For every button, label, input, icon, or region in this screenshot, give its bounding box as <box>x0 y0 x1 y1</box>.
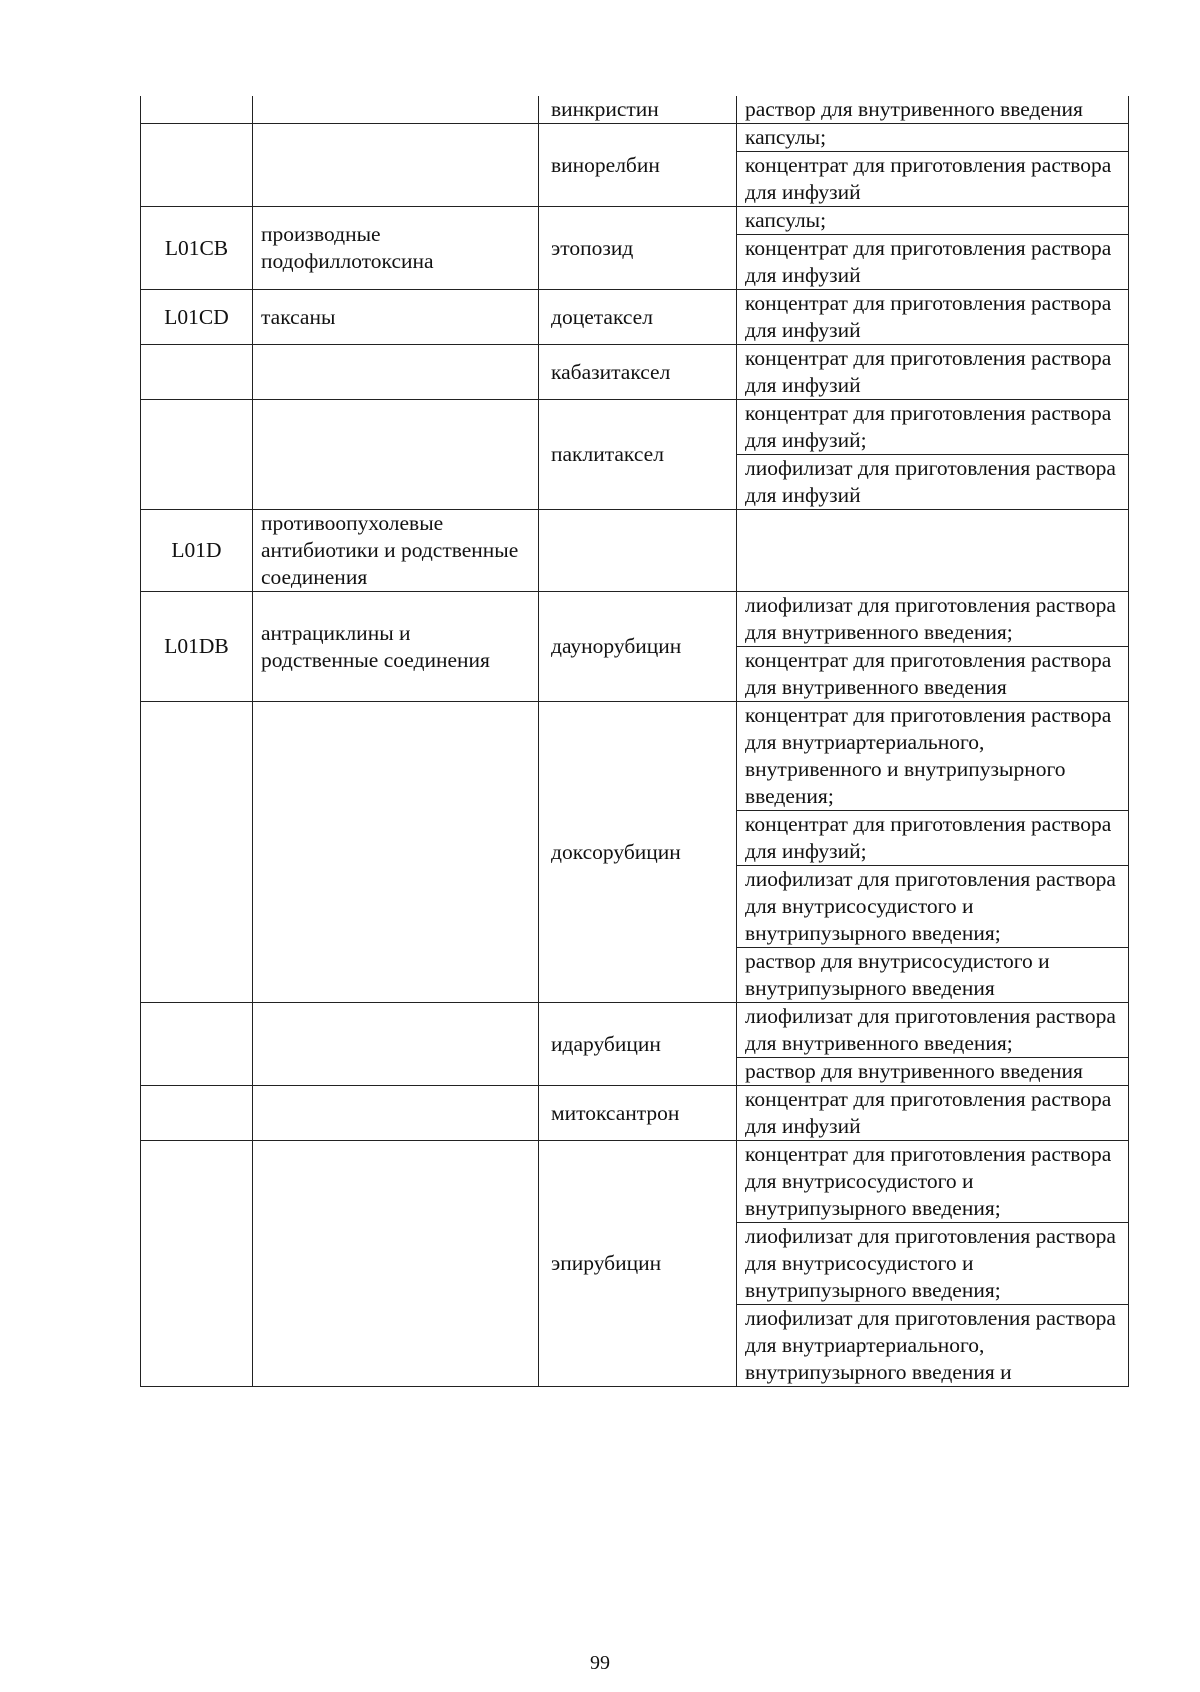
table-row <box>141 702 1129 1003</box>
dosage-form-item: лиофилизат для приготовления раствора для внутрисосудистого и внутрипузырного введения; <box>737 866 1128 948</box>
drug-name-cell: доцетаксел <box>539 290 737 345</box>
atc-code-cell <box>141 96 253 124</box>
atc-code-cell <box>141 1086 253 1141</box>
anatomical-group-cell: таксаны <box>253 290 539 345</box>
atc-code-cell: L01CD <box>141 290 253 345</box>
anatomical-group-cell <box>253 702 539 1003</box>
dosage-forms-cell <box>737 124 1129 207</box>
table-row <box>141 1141 1129 1387</box>
atc-code-cell: L01CB <box>141 207 253 290</box>
atc-code-cell <box>141 1003 253 1086</box>
anatomical-group-cell <box>253 1003 539 1086</box>
drug-name-cell: идарубицин <box>539 1003 737 1086</box>
dosage-form-item: раствор для внутрисосудистого и внутрипузырного введения <box>745 949 1050 1000</box>
drug-name-cell: даунорубицин <box>539 592 737 702</box>
dosage-form-item: раствор для внутривенного введения <box>745 1059 1083 1083</box>
dosage-form-item: концентрат для приготовления раствора для внутрисосудистого и внутрипузырного введения; <box>737 1141 1128 1223</box>
drug-name-cell: доксорубицин <box>539 702 737 1003</box>
dosage-form-item: лиофилизат для приготовления раствора для внутривенного введения; <box>737 1003 1128 1058</box>
dosage-form-item: концентрат для приготовления раствора для внутривенного введения <box>745 648 1112 699</box>
atc-code-cell <box>141 702 253 1003</box>
anatomical-group-cell <box>253 1141 539 1387</box>
anatomical-group-cell <box>253 124 539 207</box>
anatomical-group-cell: производные подофиллотоксина <box>253 207 539 290</box>
dosage-form-item: концентрат для приготовления раствора для инфузий <box>745 236 1112 287</box>
atc-code-cell <box>141 400 253 510</box>
table-row <box>141 345 1129 400</box>
table-row <box>141 207 1129 290</box>
page-number: 99 <box>590 1652 610 1674</box>
drug-name-cell: кабазитаксел <box>539 345 737 400</box>
table-row <box>141 124 1129 207</box>
drug-name-cell: этопозид <box>539 207 737 290</box>
anatomical-group-cell <box>253 1086 539 1141</box>
drug-table-body <box>141 96 1129 1387</box>
table-row <box>141 1086 1129 1141</box>
table-row <box>141 400 1129 510</box>
table-row <box>141 1003 1129 1086</box>
dosage-form-item: лиофилизат для приготовления раствора для внутрисосудистого и внутрипузырного введения; <box>737 1223 1128 1305</box>
atc-code-cell: L01DB <box>141 592 253 702</box>
table-row <box>141 290 1129 345</box>
table-row <box>141 96 1129 124</box>
drug-name-cell: эпирубицин <box>539 1141 737 1387</box>
drug-name-cell: митоксантрон <box>539 1086 737 1141</box>
anatomical-group-cell <box>253 96 539 124</box>
dosage-form-item: лиофилизат для приготовления раствора для инфузий <box>745 456 1116 507</box>
drug-name-cell: винорелбин <box>539 124 737 207</box>
dosage-forms-cell <box>737 207 1129 290</box>
drug-name-cell: винкристин <box>539 96 737 124</box>
dosage-forms-cell <box>737 592 1129 702</box>
dosage-forms-cell <box>737 1141 1129 1387</box>
anatomical-group-cell <box>253 345 539 400</box>
dosage-forms-cell <box>737 96 1129 124</box>
dosage-form-item: раствор для внутривенного введения <box>745 97 1083 121</box>
dosage-form-item: лиофилизат для приготовления раствора для внутривенного введения; <box>737 592 1128 647</box>
dosage-form-item: концентрат для приготовления раствора для инфузий; <box>737 811 1128 866</box>
drug-name-cell: паклитаксел <box>539 400 737 510</box>
dosage-form-item: концентрат для приготовления раствора для инфузий <box>745 291 1112 342</box>
dosage-forms-cell <box>737 290 1129 345</box>
dosage-forms-cell <box>737 1003 1129 1086</box>
atc-code-cell <box>141 1141 253 1387</box>
dosage-form-item: капсулы; <box>737 207 1128 235</box>
drug-table <box>140 96 1129 1387</box>
dosage-form-item: концентрат для приготовления раствора для внутриартериального, внутривенного и внутрипузырного введения; <box>737 702 1128 811</box>
dosage-form-item: лиофилизат для приготовления раствора для внутриартериального, внутрипузырного введения и <box>745 1306 1116 1384</box>
table-row <box>141 510 1129 592</box>
dosage-forms-cell <box>737 400 1129 510</box>
dosage-forms-cell <box>737 1086 1129 1141</box>
dosage-forms-cell <box>737 702 1129 1003</box>
anatomical-group-cell: противоопухолевые антибиотики и родственные соединения <box>253 510 539 592</box>
dosage-forms-cell <box>737 510 1129 592</box>
dosage-form-item: капсулы; <box>737 124 1128 152</box>
dosage-form-item: концентрат для приготовления раствора для инфузий <box>745 346 1112 397</box>
drug-name-cell <box>539 510 737 592</box>
dosage-forms-cell <box>737 345 1129 400</box>
dosage-form-item: концентрат для приготовления раствора для инфузий; <box>737 400 1128 455</box>
dosage-form-item: концентрат для приготовления раствора для инфузий <box>745 153 1112 204</box>
dosage-form-item: концентрат для приготовления раствора для инфузий <box>745 1087 1112 1138</box>
atc-code-cell <box>141 345 253 400</box>
anatomical-group-cell: антрациклины и родственные соединения <box>253 592 539 702</box>
atc-code-cell <box>141 124 253 207</box>
anatomical-group-cell <box>253 400 539 510</box>
atc-code-cell: L01D <box>141 510 253 592</box>
table-row <box>141 592 1129 702</box>
